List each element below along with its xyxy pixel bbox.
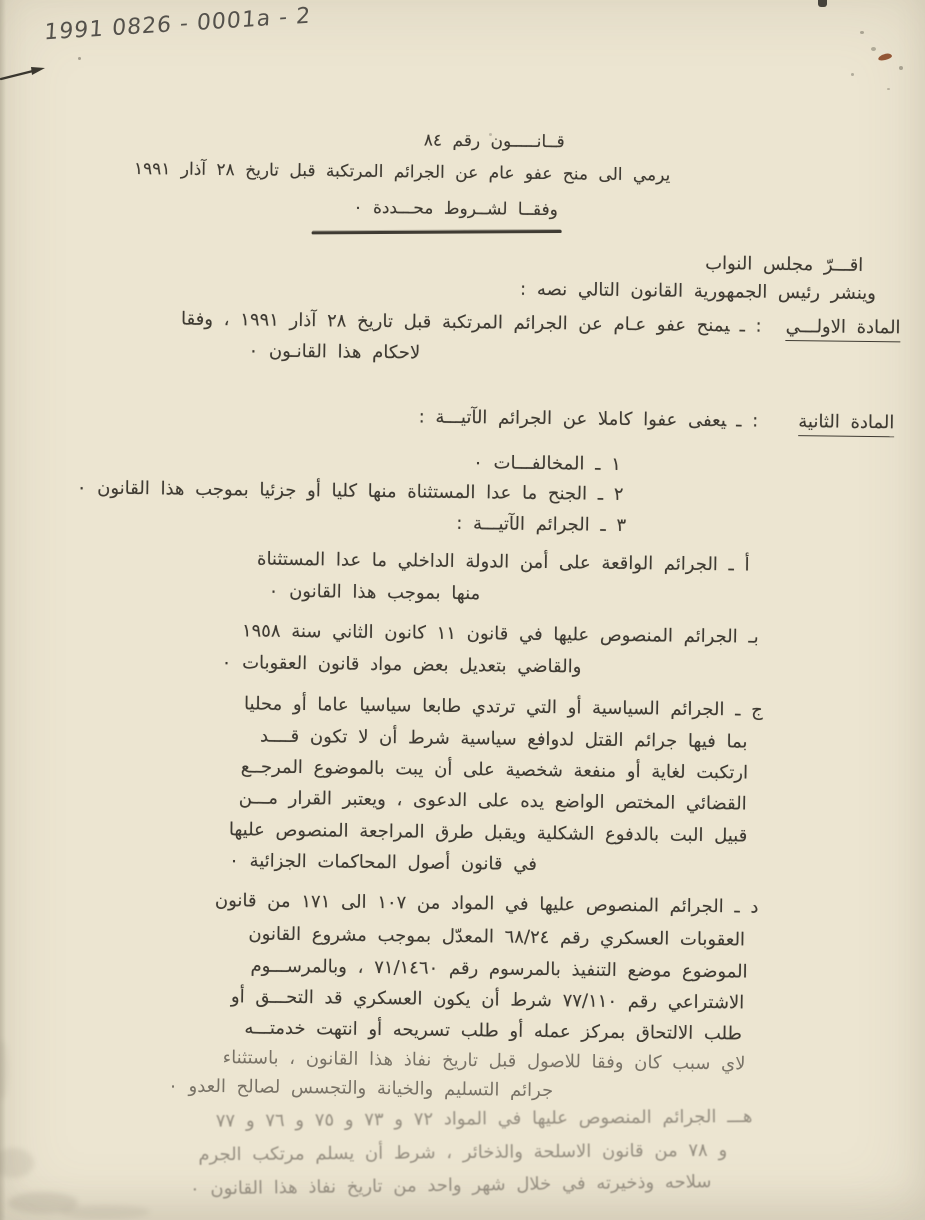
crimes-item-d-line-3: الموضوع موضع التنفيذ بالمرسوم رقم ٧١/١٤٦٠ ، وبالمرســـوم xyxy=(250,955,748,983)
article-one-label: المادة الاولـــي xyxy=(786,316,901,342)
crimes-item-c-line-2: بما فيها جرائم القتل لدوافع سياسية شرط أن لا تكون قــــد xyxy=(259,725,748,753)
article-two-intro: يعفى عفوا كاملا عن الجرائم الآتيـــة : xyxy=(418,406,727,432)
crimes-item-d-line-4: الاشتراعي رقم ٧٧/١١٠ شرط أن يكون العسكري قد التحـــق أو xyxy=(230,986,745,1014)
law-title-conditions: وفقــا لشــروط محـــددة ٠ xyxy=(353,197,559,221)
article-two-line-1 xyxy=(419,406,895,437)
preamble-line-2: وينشر رئيس الجمهورية القانون التالي نصه : xyxy=(519,278,877,305)
crimes-item-a-line-1: أ ـ الجرائم الواقعة على أمن الدولة الداخلي ما عدا المستثناة xyxy=(256,548,750,576)
crimes-item-b-line-2: والقاضي بتعديل بعض مواد قانون العقوبات ٠ xyxy=(221,652,582,678)
article-two-separator: : ـ xyxy=(736,410,759,432)
crimes-item-d-line-1: د ـ الجرائم المنصوص عليها في المواد من ١٠٧ الى ١٧١ من قانون xyxy=(214,890,759,918)
article-two-item-2: ٢ ـ الجنح ما عدا المستثناة منها كليا أو جزئيا بموجب هذا القانون ٠ xyxy=(76,477,624,505)
article-one-line-2: لاحكام هذا القانـون ٠ xyxy=(248,340,421,364)
handwritten-reference: 1991 0826 - 0001a - 2 xyxy=(43,3,312,46)
law-title-subject: يرمي الى منح عفو عام عن الجرائم المرتكبة قبل تاريخ ٢٨ آذار ١٩٩١ xyxy=(133,158,671,186)
title-underline xyxy=(312,230,562,234)
crimes-item-c-line-5: قبيل البت بالدفوع الشكلية ويقبل طرق المراجعة المنصوص عليها xyxy=(228,819,748,847)
crimes-item-e-line-3: سلاحه وذخيرته في خلال شهر واحد من تاريخ نفاذ هذا القانون ٠ xyxy=(190,1171,713,1200)
crimes-item-d-line-6: لاي سبب كان وفقا للاصول قبل تاريخ نفاذ هذا القانون ، باستثناء xyxy=(222,1047,746,1075)
crimes-item-c-line-3: ارتكبت لغاية أو منفعة شخصية على أن يبت بالموضوع المرجــع xyxy=(240,756,749,784)
crimes-item-e-line-1: هـــ الجرائم المنصوص عليها في المواد ٧٢ و ٧٣ و ٧٥ و ٧٦ و ٧٧ xyxy=(216,1105,753,1132)
article-two-label: المادة الثانية xyxy=(798,411,894,437)
article-one-text: يمنح عفو عـام عن الجرائم المرتكبة قبل تاريخ ٢٨ آذار ١٩٩١ ، وفقا xyxy=(180,308,730,337)
crimes-item-b-line-1: بـ الجرائم المنصوص عليها في قانون ١١ كانون الثاني سنة ١٩٥٨ xyxy=(241,620,759,648)
crimes-item-d-line-5: طلب الالتحاق بمركز عمله أو طلب تسريحه أو انتهت خدمتـــه xyxy=(244,1017,742,1045)
article-one-separator: : ـ xyxy=(739,315,762,337)
crimes-item-e-line-2: و ٧٨ من قانون الاسلحة والذخائر ، شرط أن يسلم مرتكب الجرم xyxy=(198,1139,728,1166)
crimes-item-c-line-4: القضائي المختص الواضع يده على الدعوى ، ويعتبر القرار مـــن xyxy=(238,787,747,815)
crimes-item-a-line-2: منها بموجب هذا القانون ٠ xyxy=(268,580,481,605)
crimes-item-c-line-1: ج ـ الجرائم السياسية أو التي ترتدي طابعا سياسيا عاما أو محليا xyxy=(243,693,763,721)
preamble-line-1: اقـــرّ مجلس النواب xyxy=(705,252,864,276)
article-one-line-1 xyxy=(181,309,901,343)
article-two-item-3: ٣ ـ الجرائم الآتيـــة : xyxy=(456,512,627,537)
crimes-item-d-line-7: جرائم التسليم والخيانة والتجسس لصالح العدو ٠ xyxy=(168,1075,554,1102)
crimes-item-c-line-6: في قانون أصول المحاكمات الجزائية ٠ xyxy=(229,850,538,875)
crimes-item-d-line-2: العقوبات العسكري رقم ٦٨/٢٤ المعدّل بموجب مشروع القانون xyxy=(248,923,746,951)
law-title-number: قــانـــــون رقم ٨٤ xyxy=(423,130,565,153)
article-two-item-1: ١ ـ المخالفـــات ٠ xyxy=(473,452,621,475)
